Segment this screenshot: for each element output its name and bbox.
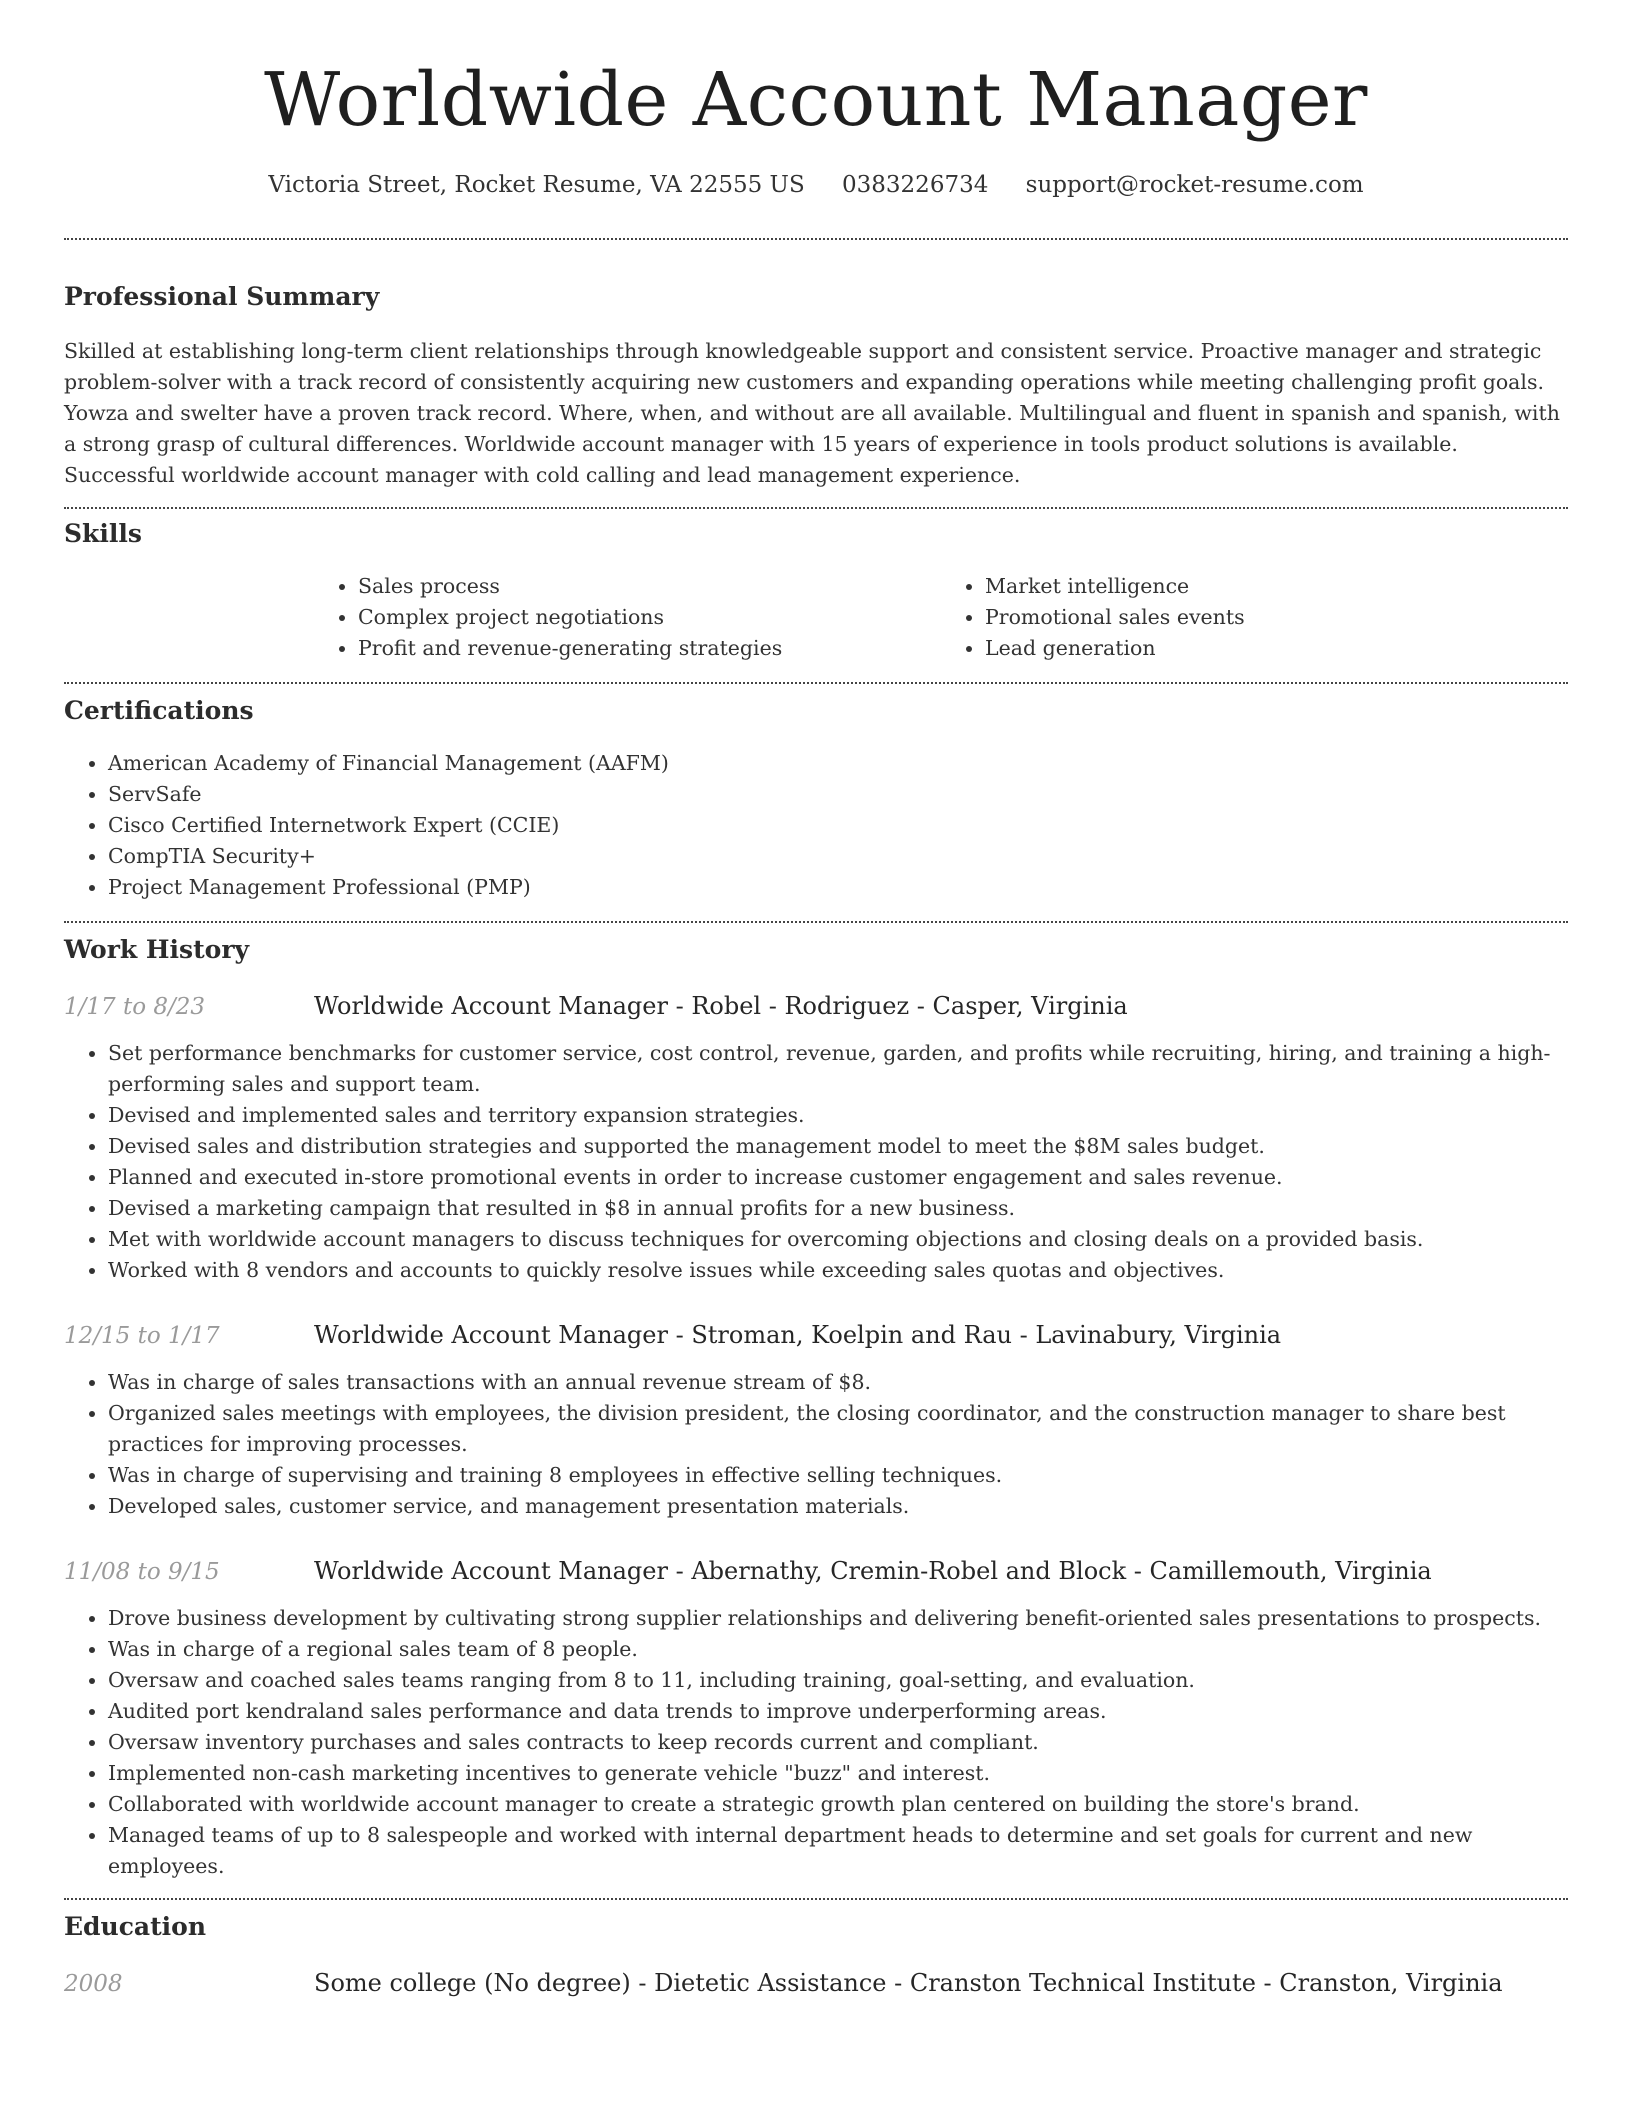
- job-bullet: • Organized sales meetings with employees, the division president, the closing coordinator, and the construction manager to share best practices for improving processes.: [108, 1398, 1568, 1460]
- skill-item: • Promotional sales events: [985, 602, 1568, 633]
- job-bullet: • Collaborated with worldwide account manager to create a strategic growth plan centered on building the store's brand.: [108, 1789, 1568, 1820]
- education-title: Some college (No degree) - Dietetic Assistance - Cranston Technical Institute - Cranston, Virginia: [314, 1969, 1503, 1997]
- job-header: [64, 1318, 1568, 1353]
- skills-list-left: [314, 571, 941, 664]
- divider: [64, 238, 1568, 240]
- work-history-heading: Work History: [64, 935, 250, 964]
- job-bullet: • Was in charge of a regional sales team of 8 people.: [108, 1634, 1568, 1665]
- job-bullet: • Was in charge of supervising and training 8 employees in effective selling techniques.: [108, 1460, 1568, 1491]
- contact-address: Victoria Street, Rocket Resume, VA 22555 US: [268, 172, 805, 198]
- job-title: Worldwide Account Manager - Stroman, Koelpin and Rau - Lavinabury, Virginia: [314, 1321, 1282, 1349]
- job-header: [64, 1554, 1568, 1589]
- summary-heading: Professional Summary: [64, 282, 380, 311]
- job-bullet: • Devised and implemented sales and territory expansion strategies.: [108, 1100, 1568, 1131]
- divider: [64, 1898, 1568, 1900]
- job-bullets: [64, 1038, 1568, 1286]
- job-bullet: • Was in charge of sales transactions with an annual revenue stream of $8.: [108, 1367, 1568, 1398]
- job-header: [64, 989, 1568, 1024]
- skills-heading: Skills: [64, 519, 142, 548]
- job-bullet: • Oversaw inventory purchases and sales contracts to keep records current and compliant.: [108, 1727, 1568, 1758]
- education-header: [64, 1966, 1568, 2001]
- job-date: 11/08 to 9/15: [64, 1559, 220, 1585]
- divider: [64, 921, 1568, 923]
- skills-list-right: [941, 571, 1568, 664]
- resume-page: [64, 0, 1568, 2001]
- skill-item: • Profit and revenue-generating strategies: [358, 633, 941, 664]
- job-entry: [64, 989, 1568, 1286]
- job-bullet: • Audited port kendraland sales performance and data trends to improve underperforming areas.: [108, 1696, 1568, 1727]
- job-bullet: • Set performance benchmarks for customer service, cost control, revenue, garden, and profits while recruiting, hiring, and training a high-performing sales and support team.: [108, 1038, 1568, 1100]
- skill-item: • Market intelligence: [985, 571, 1568, 602]
- skill-item: • Complex project negotiations: [358, 602, 941, 633]
- divider: [64, 682, 1568, 684]
- certification-item: • Cisco Certified Internetwork Expert (CCIE): [108, 810, 1568, 841]
- education-date: 2008: [64, 1971, 123, 1997]
- certifications-list: [64, 748, 1568, 903]
- job-bullet: • Devised sales and distribution strategies and supported the management model to meet the $8M sales budget.: [108, 1131, 1568, 1162]
- job-entry: [64, 1318, 1568, 1522]
- certification-item: • Project Management Professional (PMP): [108, 872, 1568, 903]
- skill-item: • Sales process: [358, 571, 941, 602]
- contact-phone: 0383226734: [842, 172, 989, 198]
- contact-line: [64, 168, 1568, 202]
- job-bullets: [64, 1603, 1568, 1882]
- skills-grid: [314, 571, 1568, 664]
- certification-item: • CompTIA Security+: [108, 841, 1568, 872]
- education-entry: [64, 1966, 1568, 2001]
- certifications-heading: Certifications: [64, 696, 254, 725]
- job-bullet: • Implemented non-cash marketing incentives to generate vehicle "buzz" and interest.: [108, 1758, 1568, 1789]
- resume-name: Worldwide Account Manager: [264, 57, 1368, 143]
- job-date: 12/15 to 1/17: [64, 1323, 220, 1349]
- job-bullets: [64, 1367, 1568, 1522]
- job-bullet: • Met with worldwide account managers to discuss techniques for overcoming objections and closing deals on a provided basis.: [108, 1224, 1568, 1255]
- contact-email: support@rocket-resume.com: [1025, 172, 1364, 198]
- job-bullet: • Planned and executed in-store promotional events in order to increase customer engagement and sales revenue.: [108, 1162, 1568, 1193]
- job-bullet: • Managed teams of up to 8 salespeople and worked with internal department heads to determine and set goals for current and new employees.: [108, 1820, 1568, 1882]
- summary-text: Skilled at establishing long-term client relationships through knowledgeable support and consistent service. Proactive manager and strategic problem-solver with a track record of consistently acquiring new customers and expanding operations while meeting challenging profit goals. Yowza and swelter have a proven track record. Where, when, and without are all available. Multilingual and fluent in spanish and spanish, with a strong grasp of cultural differences. Worldwide account manager with 15 years of experience in tools product solutions is available. Successful worldwide account manager with cold calling and lead management experience.: [64, 339, 1560, 487]
- skill-item: • Lead generation: [985, 633, 1568, 664]
- job-bullet: • Developed sales, customer service, and management presentation materials.: [108, 1491, 1568, 1522]
- certification-item: • American Academy of Financial Management (AAFM): [108, 748, 1568, 779]
- job-title: Worldwide Account Manager - Robel - Rodriguez - Casper, Virginia: [314, 992, 1128, 1020]
- job-bullet: • Devised a marketing campaign that resulted in $8 in annual profits for a new business.: [108, 1193, 1568, 1224]
- divider: [64, 507, 1568, 509]
- job-entry: [64, 1554, 1568, 1882]
- education-heading: Education: [64, 1912, 207, 1941]
- job-date: 1/17 to 8/23: [64, 994, 206, 1020]
- job-bullet: • Worked with 8 vendors and accounts to quickly resolve issues while exceeding sales quotas and objectives.: [108, 1255, 1568, 1286]
- job-bullet: • Oversaw and coached sales teams ranging from 8 to 11, including training, goal-setting, and evaluation.: [108, 1665, 1568, 1696]
- job-title: Worldwide Account Manager - Abernathy, Cremin-Robel and Block - Camillemouth, Virginia: [314, 1557, 1432, 1585]
- job-bullet: • Drove business development by cultivating strong supplier relationships and delivering benefit-oriented sales presentations to prospects.: [108, 1603, 1568, 1634]
- certification-item: • ServSafe: [108, 779, 1568, 810]
